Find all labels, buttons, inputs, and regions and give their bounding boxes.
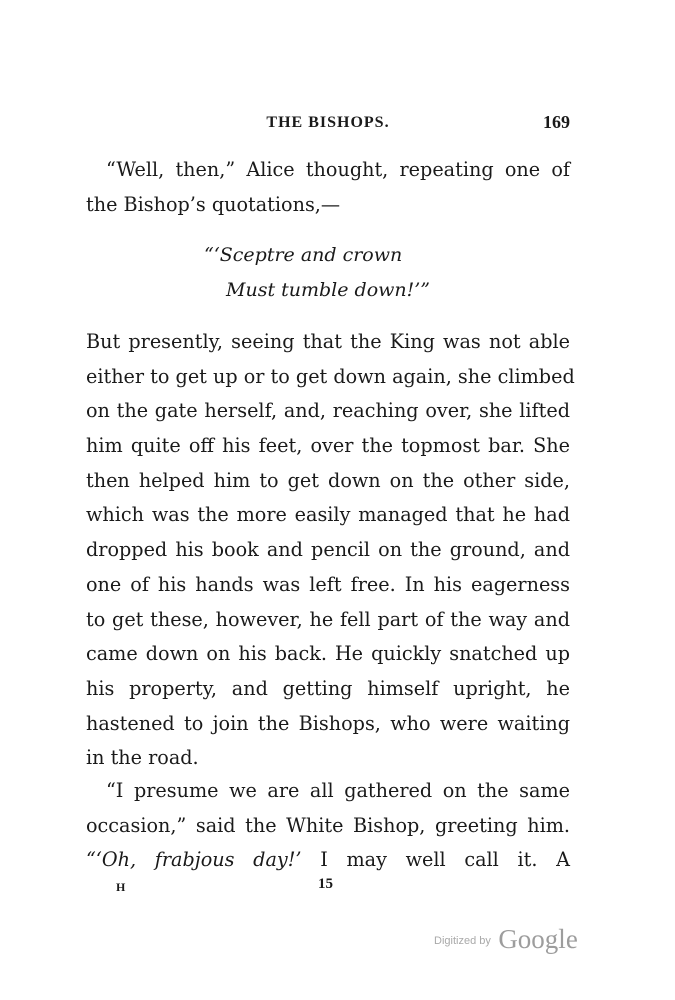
- watermark-prefix: Digitized by: [434, 935, 491, 947]
- text-line: [86, 843, 570, 878]
- text-line: to get these, however, he fell part of the way and: [86, 607, 570, 631]
- text-line: his property, and getting himself upright, he: [86, 676, 570, 700]
- paragraph-1: [86, 153, 570, 222]
- text-line: in the road.: [86, 746, 199, 770]
- text-line: one of his hands was left free. In his eagerness: [86, 572, 570, 596]
- text-line: came down on his back. He quickly snatched up: [86, 642, 570, 666]
- text-line: But presently, seeing that the King was not able: [86, 330, 570, 353]
- text-line: occasion,” said the White Bishop, greeting him.: [86, 813, 570, 837]
- text-line: “I presume we are all gathered on the same: [106, 779, 570, 802]
- text-line: “Well, then,” Alice thought, repeating one of: [106, 158, 570, 181]
- text-line: him quite off his feet, over the topmost bar. She: [86, 434, 570, 458]
- italic-quotation: “‘Oh, frabjous day!’: [86, 848, 302, 872]
- text-line: then helped him to get down on the other side,: [86, 468, 570, 492]
- running-title: THE BISHOPS.: [266, 114, 390, 131]
- text-line: which was the more easily managed that he had: [86, 503, 570, 527]
- digitized-watermark: [434, 924, 578, 955]
- text-line: hastened to join the Bishops, who were waiting: [86, 711, 570, 735]
- page-number: 169: [543, 112, 570, 132]
- signature-mark: H: [116, 880, 126, 894]
- text-line: either to get up or to get down again, she climbed: [86, 364, 575, 388]
- paragraph-2: [86, 325, 575, 776]
- paragraph-3: [86, 774, 570, 878]
- sheet-number: 15: [318, 876, 333, 892]
- google-logo: Google: [498, 924, 578, 954]
- text-line: dropped his book and pencil on the ground, and: [86, 538, 570, 562]
- text-line: the Bishop’s quotations,—: [86, 192, 341, 216]
- running-head: [86, 114, 570, 138]
- text-line: on the gate herself, and, reaching over, she lifted: [86, 399, 570, 423]
- text-run: I may well call it. A: [320, 848, 570, 872]
- verse-line: “‘Sceptre and crown: [204, 244, 403, 266]
- verse-line: Must tumble down!’”: [226, 279, 431, 301]
